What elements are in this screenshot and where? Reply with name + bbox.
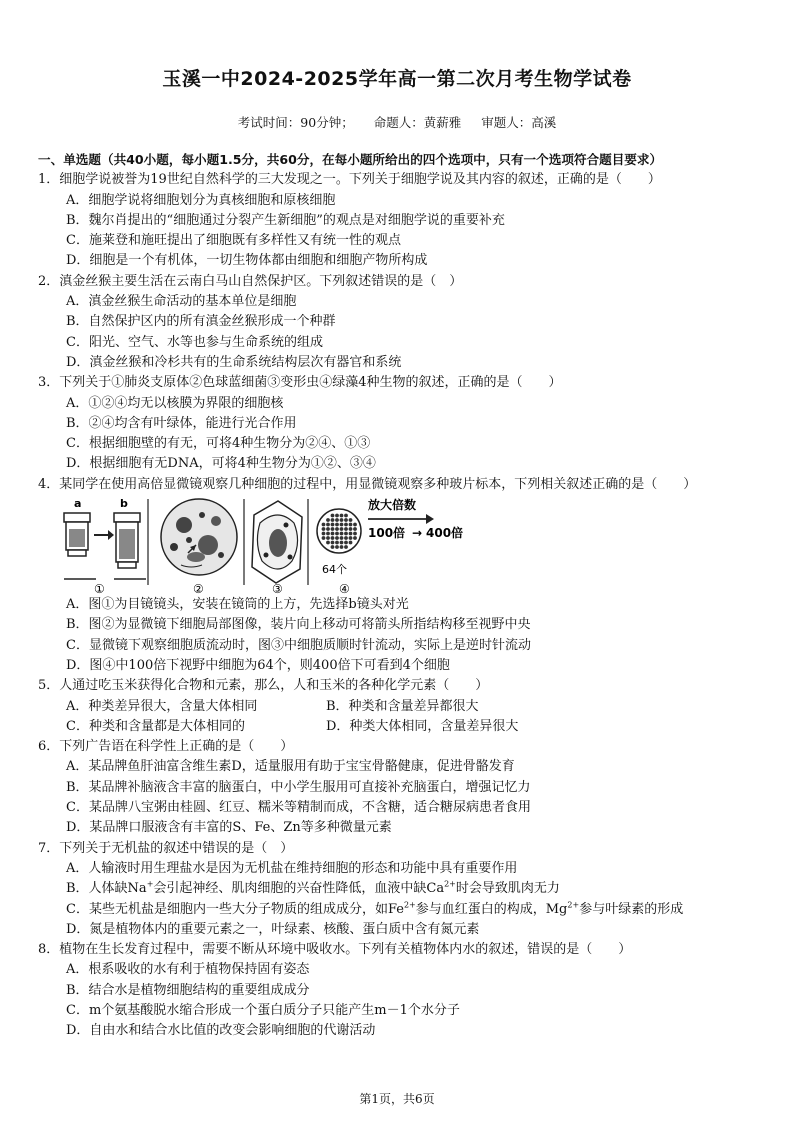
option-b: B．魏尔肖提出的“细胞通过分裂产生新细胞”的观点是对细胞学说的重要补充	[66, 212, 505, 228]
microscope-figure	[56, 495, 760, 595]
lens-b-icon	[114, 513, 140, 568]
option-d: D．氮是植物体内的重要元素之一，叶绿素、核酸、蛋白质中含有氮元素	[66, 921, 480, 937]
question-7	[38, 839, 760, 940]
option-c-part: C．某些无机盐是细胞内一些大分子物质的组成成分，如Fe	[66, 901, 404, 917]
option-c: C．施莱登和施旺提出了细胞既有多样性又有统一性的观点	[66, 233, 401, 249]
option-c: C．阳光、空气、水等也参与生命系统的组成	[66, 334, 323, 350]
option-d: D．图④中100倍下视野中细胞为64个，则400倍下可看到4个细胞	[66, 657, 450, 673]
option-b-part: B．人体缺Na	[66, 881, 147, 897]
plant-cell-icon	[252, 501, 302, 583]
option-a: A．①②④均无以核膜为界限的细胞核	[66, 395, 284, 411]
superscript: +	[146, 879, 154, 889]
exam-reviewer: 审题人：高溪	[481, 115, 557, 130]
question-3	[38, 373, 760, 474]
option-b-part: 时会导致肌肉无力	[455, 881, 560, 897]
panel-3-label: ③	[272, 582, 283, 596]
exam-meta	[0, 113, 794, 131]
option-d: D．滇金丝猴和冷杉共有的生命系统结构层次有器官和系统	[66, 354, 402, 370]
magnify-from: 100倍	[368, 526, 406, 541]
question-stem: 6．下列广告语在科学性上正确的是（ ）	[38, 739, 294, 755]
option-c: C．m个氨基酸脱水缩合形成一个蛋白质分子只能产生m－1个水分子	[66, 1002, 460, 1018]
magnify-to: 400倍	[426, 526, 464, 541]
option-b: B．某品牌补脑液含丰富的脑蛋白，中小学生服用可直接补充脑蛋白，增强记忆力	[66, 779, 531, 795]
microscope-figure-svg	[56, 495, 476, 595]
panel-4-label: ④	[339, 582, 350, 596]
option-d: D．某品牌口服液含有丰富的S、Fe、Zn等多种微量元素	[66, 820, 392, 836]
option-a: A．细胞学说将细胞划分为真核细胞和原核细胞	[66, 192, 336, 208]
option-b: B．结合水是植物细胞结构的重要组成成分	[66, 982, 310, 998]
option-c: C．根据细胞壁的有无，可将4种生物分为②④、①③	[66, 436, 371, 452]
question-stem: 1．细胞学说被誉为19世纪自然科学的三大发现之一。下列关于细胞学说及其内容的叙述，正确的是（ ）	[38, 172, 661, 188]
page-footer: 第1页，共6页	[359, 1092, 435, 1106]
question-stem: 7．下列关于无机盐的叙述中错误的是（ ）	[38, 840, 294, 856]
magnify-arrow-icon	[368, 514, 434, 524]
arrow-icon	[94, 530, 114, 540]
exam-title: 玉溪一中2024-2025学年高一第二次月考生物学试卷	[162, 68, 632, 90]
option-a: A．滇金丝猴生命活动的基本单位是细胞	[66, 294, 297, 310]
panel-1-label: ①	[94, 582, 105, 596]
cell-grid-icon	[317, 509, 361, 553]
option-d: D．细胞是一个有机体，一切生物体都由细胞和细胞产物所构成	[66, 253, 428, 269]
question-5	[38, 676, 760, 737]
option-a: A．某品牌鱼肝油富含维生素D，适量服用有助于宝宝骨骼健康，促进骨骼发育	[66, 759, 515, 775]
option-c: C．显微镜下观察细胞质流动时，图③中细胞质顺时针流动，实际上是逆时针流动	[66, 637, 531, 653]
panel-2-label: ②	[193, 582, 204, 596]
magnify-arrow-text: →	[412, 526, 423, 541]
option-a: A．根系吸收的水有利于植物保持固有姿态	[66, 962, 310, 978]
option-row	[38, 717, 760, 737]
option-c-part: 参与血红蛋白的构成，Mg	[415, 901, 568, 917]
cell-count: 64个	[322, 563, 347, 577]
superscript: 2+	[567, 900, 580, 910]
exam-setter: 命题人：黄薪雅	[373, 115, 462, 130]
question-8	[38, 940, 760, 1041]
magnify-title: 放大倍数	[368, 498, 417, 513]
option-b: B．②④均含有叶绿体，能进行光合作用	[66, 415, 297, 431]
question-1	[38, 170, 760, 271]
lens-a-icon	[64, 513, 90, 556]
option-a: A．图①为目镜镜头，安装在镜筒的上方，先选择b镜头对光	[66, 597, 409, 613]
question-stem: 4．某同学在使用高倍显微镜观察几种细胞的过程中，用显微镜观察多种玻片标本，下列相关叙述正确的是（ ）	[38, 476, 697, 492]
lens-a-label: a	[74, 497, 82, 511]
question-6	[38, 737, 760, 838]
option-a: A．人输液时用生理盐水是因为无机盐在维持细胞的形态和功能中具有重要作用	[66, 860, 518, 876]
option-d: D．根据细胞有无DNA，可将4种生物分为①②、③④	[66, 456, 376, 472]
lens-b-label: b	[120, 497, 128, 511]
cell-field-icon	[161, 499, 237, 575]
superscript: 2+	[403, 900, 416, 910]
option-b-part: 会引起神经、肌肉细胞的兴奋性降低，血液中缺Ca	[153, 881, 445, 897]
option-c: C．某品牌八宝粥由桂圆、红豆、糯米等精制而成，不含糖，适合糖尿病患者食用	[66, 800, 531, 816]
option-b	[38, 879, 760, 899]
option-a: A．种类差异很大，含量大体相同	[66, 698, 258, 714]
question-2	[38, 272, 760, 373]
option-b: B．自然保护区内的所有滇金丝猴形成一个种群	[66, 314, 336, 330]
option-row	[38, 697, 760, 717]
section-heading: 一、单选题（共40小题，每小题1.5分，共60分，在每小题所给出的四个选项中，只有一个选项符合题目要求）	[38, 152, 663, 167]
question-stem: 5．人通过吃玉米获得化合物和元素，那么，人和玉米的各种化学元素（ ）	[38, 678, 489, 694]
option-d: D．种类大体相同，含量差异很大	[326, 718, 519, 734]
question-4	[38, 475, 760, 676]
exam-time: 考试时间：90分钟；	[237, 115, 354, 130]
option-c-part: 参与叶绿素的形成	[579, 901, 684, 917]
superscript: 2+	[444, 879, 456, 889]
question-stem: 3．下列关于①肺炎支原体②色球蓝细菌③变形虫④绿藻4种生物的叙述，正确的是（ ）	[38, 375, 562, 391]
option-c	[38, 900, 760, 920]
option-b: B．种类和含量差异都很大	[326, 698, 479, 714]
option-b: B．图②为显微镜下细胞局部图像，装片向上移动可将箭头所指结构移至视野中央	[66, 617, 531, 633]
exam-content	[38, 150, 760, 1042]
question-stem: 8．植物在生长发育过程中，需要不断从环境中吸收水。下列有关植物体内水的叙述，错误的是（ ）	[38, 942, 632, 958]
question-stem: 2．滇金丝猴主要生活在云南白马山自然保护区。下列叙述错误的是（ ）	[38, 273, 463, 289]
option-d: D．自由水和结合水比值的改变会影响细胞的代谢活动	[66, 1023, 376, 1039]
option-c: C．种类和含量都是大体相同的	[66, 718, 245, 734]
